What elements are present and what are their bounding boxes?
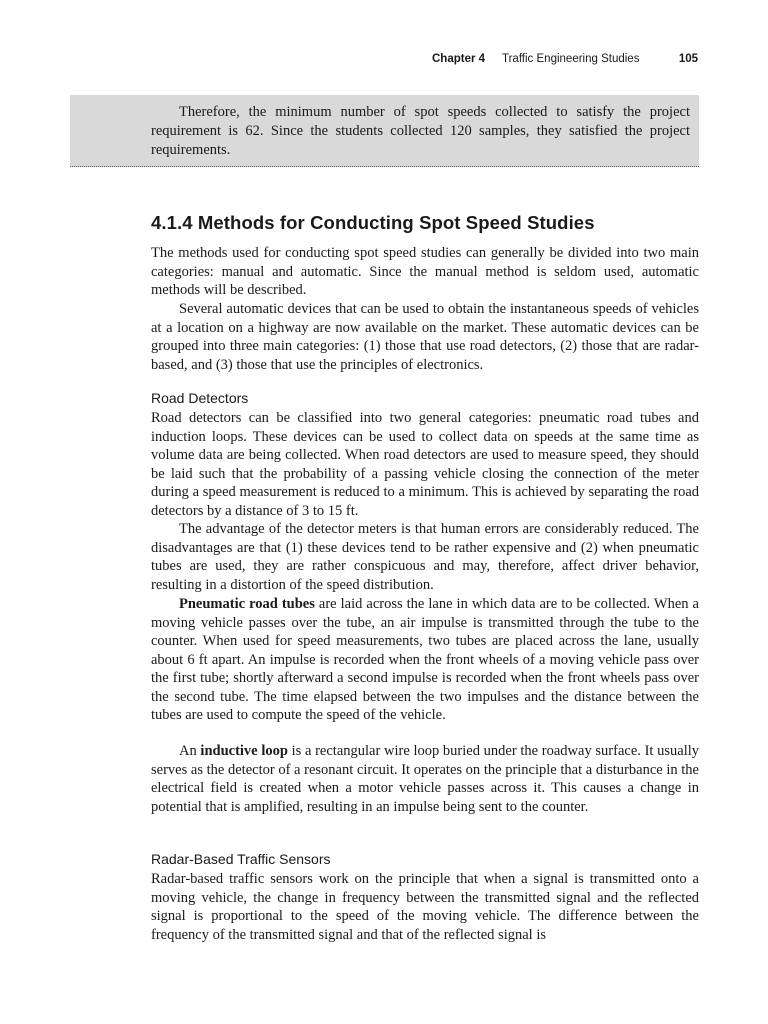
chapter-number: 4 (478, 53, 486, 65)
chapter-title: Traffic Engineering Studies (502, 53, 640, 65)
section-heading: 4.1.4 Methods for Conducting Spot Speed Studies (151, 212, 595, 233)
radar-sensors-heading: Radar-Based Traffic Sensors (151, 851, 331, 867)
inductive-loop-term: inductive loop (200, 743, 288, 759)
page-number: 105 (678, 53, 698, 65)
road-detectors-paragraph-1: Road detectors can be classified into two general categories: pneumatic road tubes and induction loops. These devices can be used to collect data on speeds at the same time as volume data are being collected. When road detectors are used to measure speed, they should be laid such that the probability of a passing vehicle closing the connection of the meter during a speed measurement is reduced to a minimum. This is achieved by separating the road detectors by a distance of 3 to 15 ft. (151, 410, 699, 519)
section-paragraph-1: The methods used for conducting spot speed studies can generally be divided into two main categories: manual and automatic. Since the manual method is seldom used, automatic methods will be described. (151, 245, 699, 298)
road-detectors-paragraph-2: The advantage of the detector meters is that human errors are considerably reduced. The disadvantages are that (1) these devices tend to be rather expensive and (2) when pneumatic tubes are used, they are rather conspicuous and may, therefore, affect driver behavior, resulting in a distortion of the speed distribution. (151, 521, 699, 593)
example-text: Therefore, the minimum number of spot speeds collected to satisfy the project requirement is 62. Since the students collected 120 samples, they satisfied the project requirements. (151, 104, 690, 158)
inductive-loop-paragraph: An inductive loop is a rectangular wire loop buried under the roadway surface. It usually serves as the detector of a resonant circuit. It operates on the principle that a disturbance in the electrical field is created when a motor vehicle passes across it. This causes a change in potential that is amplified, resulting in an impulse being sent to the counter. (151, 743, 700, 815)
running-head (0, 53, 768, 71)
road-detectors-heading: Road Detectors (151, 390, 249, 406)
example-continuation-box (70, 95, 699, 167)
section-paragraph-2: Several automatic devices that can be used to obtain the instantaneous speeds of vehicles at a location on a highway are now available on the market. These automatic devices can be grouped into three main categories: (1) those that use road detectors, (2) those that are radar-based, and (3) those that use the principles of electronics. (151, 301, 699, 373)
radar-sensors-paragraph-1: Radar-based traffic sensors work on the principle that when a signal is transmitted onto a moving vehicle, the change in frequency between the transmitted signal and the reflected signal is proportional to the speed of the moving vehicle. The difference between the frequency of the transmitted signal and that of the reflected signal is (151, 871, 699, 943)
pneumatic-tubes-term: Pneumatic road tubes (179, 596, 315, 612)
chapter-label: Chapter 4 (432, 53, 486, 65)
pneumatic-tubes-paragraph: Pneumatic road tubes are laid across the lane in which data are to be collected. When a moving vehicle passes over the tube, an air impulse is transmitted through the tube to the counter. When used for speed measurements, two tubes are placed across the lane, usually about 6 ft apart. An impulse is recorded when the front wheels of a moving vehicle pass over the first tube; shortly afterward a second impulse is recorded when the front wheels pass over the second tube. The time elapsed between the two impulses and the distance between the tubes are used to compute the speed of the vehicle. (151, 596, 699, 723)
